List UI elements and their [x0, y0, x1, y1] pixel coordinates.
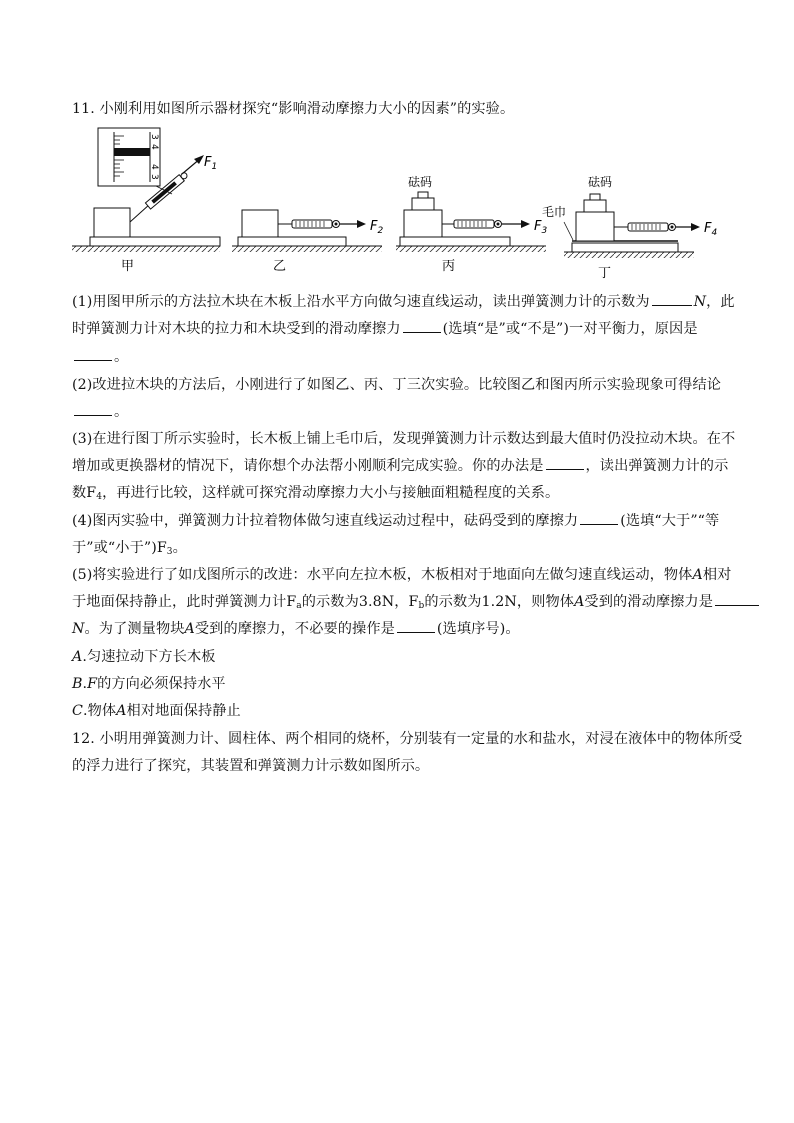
- answer-blank[interactable]: [546, 456, 584, 470]
- panel-label-yi: 乙: [273, 259, 287, 274]
- panel-ding: [542, 174, 717, 281]
- force-f4-label: $F_4$: [704, 221, 718, 238]
- panel-yi: [232, 210, 383, 274]
- wood-block: [576, 212, 614, 241]
- q11-part2-line1: (2)改进拉木块的方法后，小刚进行了如图乙、丙、丁三次实验。比较图乙和图丙所示实验现象可得结论: [72, 377, 722, 393]
- board: [572, 243, 678, 252]
- board: [400, 237, 510, 246]
- q11-part1-line1: (1)用图甲所示的方法拉木块在木板上沿水平方向做匀速直线运动，读出弹簧测力计的示数为 N，此: [72, 294, 735, 310]
- answer-blank[interactable]: [74, 402, 112, 416]
- panel-jia: [72, 128, 220, 274]
- q11-part1-line3: 。: [72, 346, 128, 366]
- force-f1-label: $F_1$: [204, 155, 218, 172]
- wood-block: [94, 208, 130, 237]
- q11-part3-line1: (3)在进行图丁所示实验时，长木板上铺上毛巾后，发现弹簧测力计示数达到最大值时仍没拉动木块。在不: [72, 431, 736, 447]
- board: [238, 237, 346, 246]
- q12-line2: 的浮力进行了探究，其装置和弹簧测力计示数如图所示。: [72, 758, 430, 774]
- panel-label-ding: 丁: [598, 266, 612, 281]
- option-a[interactable]: A.匀速拉动下方长木板: [72, 649, 216, 665]
- q11-part5-line2: 于地面保持静止，此时弹簧测力计$F_a$的示数为3.8N，$F_b$的示数为1.2N，则物体A受到的滑动摩擦力是: [72, 591, 761, 611]
- wood-block: [404, 210, 442, 237]
- answer-blank[interactable]: [74, 347, 112, 361]
- panel-label-bing: 丙: [442, 259, 456, 274]
- q11-part3-line3: 数$F_4$，再进行比较，这样就可探究滑动摩擦力大小与接触面粗糙程度的关系。: [72, 485, 560, 502]
- q11-part4-line1: (4)图丙实验中，弹簧测力计拉着物体做匀速直线运动过程中，砝码受到的摩擦力 (选填“大于”“等: [72, 513, 720, 529]
- weight: [412, 198, 434, 210]
- force-f2-label: $F_2$: [370, 219, 384, 236]
- answer-blank[interactable]: [652, 292, 692, 306]
- q11-part3-line2: 增加或更换器材的情况下，请你想个办法帮小刚顺利完成实验。你的办法是 ，读出弹簧测力计的示: [72, 458, 729, 474]
- svg-text:4: 4: [149, 164, 159, 170]
- board: [90, 237, 220, 246]
- q11-part1-line2: 时弹簧测力计对木块的拉力和木块受到的滑动摩擦力 (选填“是”或“不是”)一对平衡力，原因是: [72, 321, 698, 337]
- weight-label: 砝码: [588, 175, 613, 189]
- option-c[interactable]: C.物体A相对地面保持静止: [72, 703, 241, 719]
- q11-part5-line3: N。为了测量物块A受到的摩擦力，不必要的操作是 (选填序号)。: [72, 621, 520, 637]
- answer-blank[interactable]: [403, 319, 441, 333]
- panel-label-jia: 甲: [121, 259, 135, 274]
- q11-stem: 11. 小刚利用如图所示器材探究“影响滑动摩擦力大小的因素”的实验。: [72, 101, 515, 117]
- weight-label: 砝码: [408, 175, 433, 189]
- answer-blank[interactable]: [715, 592, 759, 606]
- towel-label: 毛巾: [542, 205, 567, 219]
- svg-text:4: 4: [149, 144, 159, 150]
- force-f3-label: $F_3$: [534, 219, 548, 236]
- weight: [584, 200, 606, 212]
- answer-blank[interactable]: [580, 511, 618, 525]
- svg-text:3: 3: [149, 134, 159, 140]
- svg-text:3: 3: [149, 174, 159, 180]
- ground-hatch: [72, 246, 220, 252]
- wood-block: [242, 210, 278, 237]
- q11-part2-line2: 。: [72, 401, 128, 421]
- q11-part5-line1: (5)将实验进行了如戊图所示的改进：水平向左拉木板，木板相对于地面向左做匀速直线运动，物体A相对: [72, 567, 732, 583]
- q11-part4-line2: 于”或“小于$”)F_3$。: [72, 540, 187, 557]
- q12-line1: 12. 小明用弹簧测力计、圆柱体、两个相同的烧杯，分别装有一定量的水和盐水，对浸在液体中的物体所受: [72, 731, 743, 747]
- panel-bing: [396, 174, 547, 274]
- q11-figure: [68, 122, 728, 282]
- answer-blank[interactable]: [397, 619, 435, 633]
- option-b[interactable]: B.F的方向必须保持水平: [72, 676, 226, 692]
